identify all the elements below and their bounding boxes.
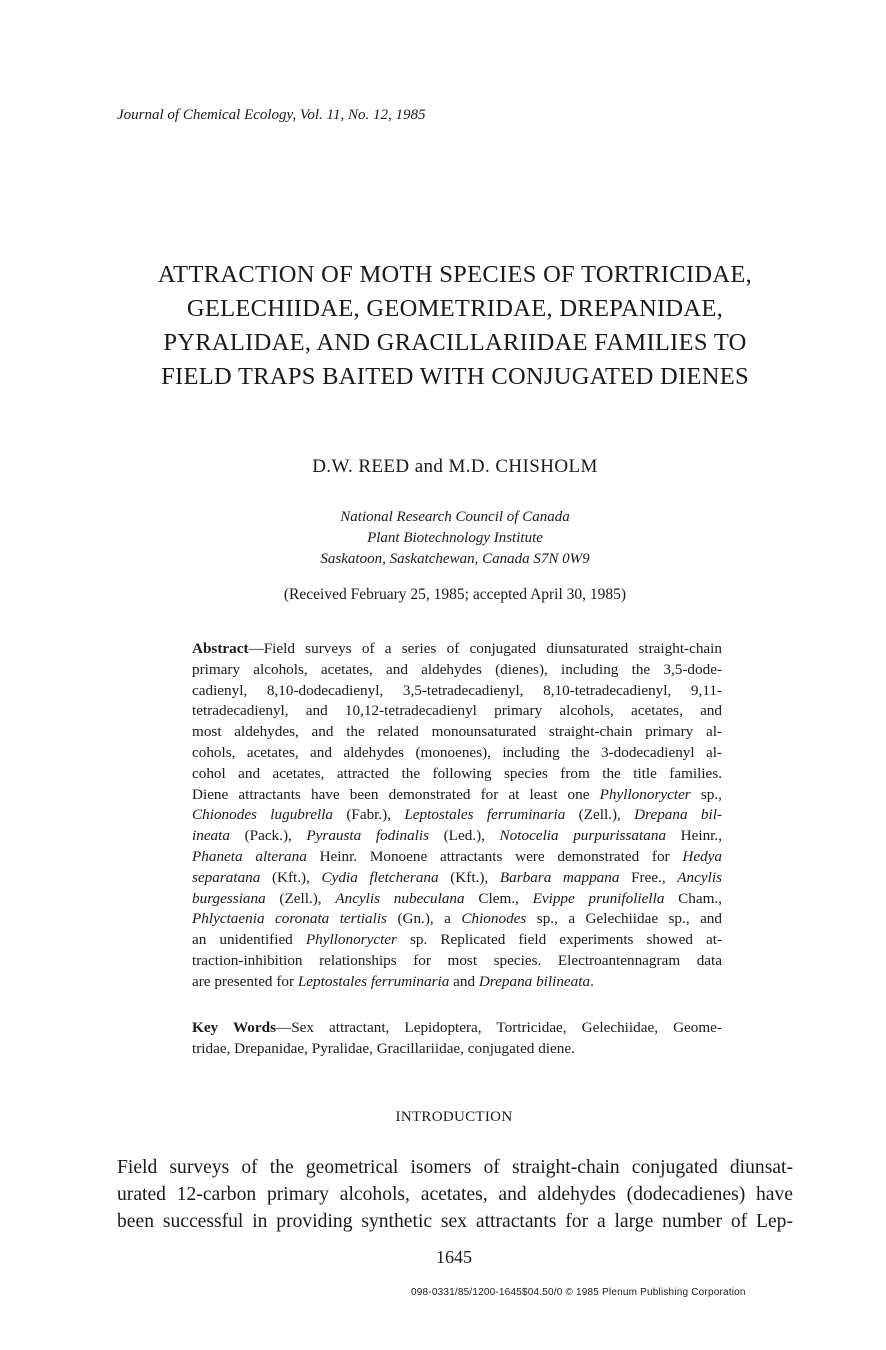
keywords-line (192, 1018, 722, 1039)
affiliation-line: Saskatoon, Saskatchewan, Canada S7N 0W9 (320, 551, 590, 567)
species-name: Phyllonorycter (305, 931, 397, 949)
abstract-text: cadienyl, 8,10-dodecadienyl, 3,5-tetradecadienyl, 8,10-tetradecadienyl, 9,11- (192, 681, 722, 699)
body-line: urated 12-carbon primary alcohols, acetates, and aldehydes (dodecadienes) have (117, 1184, 793, 1205)
species-name: Hedya (682, 847, 723, 865)
abstract-text: sp., (690, 785, 722, 803)
abstract-line (192, 722, 722, 743)
species-name: Phyllonorycter (599, 785, 691, 803)
abstract-line (192, 951, 722, 972)
species-name: Barbara mappana (499, 868, 620, 886)
received-dates: (Received February 25, 1985; accepted April 30, 1985) (283, 586, 627, 603)
species-name: Notocelia purpurissatana (499, 827, 667, 845)
species-name: Chionodes lugubrella (192, 806, 334, 824)
affiliation-line: Plant Biotechnology Institute (367, 530, 543, 546)
affiliation (0, 507, 886, 570)
section-heading-introduction: INTRODUCTION (395, 1109, 513, 1125)
abstract-line (192, 701, 722, 722)
title-line: ATTRACTION OF MOTH SPECIES OF TORTRICIDAE, (157, 261, 753, 288)
abstract-text: (Led.), (429, 827, 500, 845)
abstract-text: (Zell.), (265, 889, 336, 907)
species-name: burgessiana (192, 889, 266, 907)
species-name: Drepana bilineata (478, 972, 591, 990)
abstract-text: (Fabr.), (333, 806, 405, 824)
abstract-line (192, 889, 722, 910)
abstract-line (192, 639, 722, 660)
species-name: separatana (192, 868, 261, 886)
abstract-text: —Field surveys of a series of conjugated diunsaturated straight-chain (248, 640, 722, 657)
abstract-text: Heinr. Monoene attractants were demonstrated for (306, 847, 683, 865)
abstract-text: and (449, 972, 479, 990)
abstract-line (192, 743, 722, 764)
abstract-line (192, 681, 722, 702)
abstract-text: sp. Replicated field experiments showed at- (396, 931, 722, 949)
species-name: ineata (192, 827, 230, 845)
body-line: been successful in providing synthetic sex attractants for a large number of Lep- (117, 1211, 793, 1232)
title-line: GELECHIIDAE, GEOMETRIDAE, DREPANIDAE, (186, 295, 724, 322)
abstract-line (192, 868, 722, 889)
species-name: Drepana bil- (634, 806, 722, 824)
body-line: Field surveys of the geometrical isomers of straight-chain conjugated diunsat- (117, 1157, 793, 1178)
abstract-text: tetradecadienyl, and 10,12-tetradecadienyl primary alcohols, acetates, and (192, 702, 722, 720)
page-number: 1645 (436, 1247, 472, 1267)
abstract-text: Cham., (664, 889, 723, 907)
species-name: Ancylis nubeculana (335, 889, 465, 907)
abstract-text: most aldehydes, and the related monounsaturated straight-chain primary al- (192, 723, 722, 741)
abstract-text: Clem., (464, 889, 533, 907)
species-name: Cydia fletcherana (321, 868, 439, 886)
species-name: Leptostales ferruminaria (297, 972, 450, 990)
abstract (192, 639, 722, 993)
abstract-line (192, 660, 722, 681)
abstract-text: Free., (619, 868, 678, 886)
journal-citation: Journal of Chemical Ecology, Vol. 11, No. 12, 1985 (117, 107, 426, 123)
abstract-text: are presented for (192, 972, 298, 990)
abstract-text: sp., a Gelechiidae sp., and (526, 910, 722, 928)
abstract-line (192, 972, 722, 993)
author-list: D.W. REED and M.D. CHISHOLM (312, 456, 598, 477)
species-name: Leptostales ferruminaria (404, 806, 566, 824)
keywords-text: —Sex attractant, Lepidoptera, Tortricidae, Gelechiidae, Geome- (276, 1019, 722, 1036)
abstract-line (192, 930, 722, 951)
abstract-text: traction-inhibition relationships for most species. Electroantennagram data (192, 951, 722, 969)
title-line: FIELD TRAPS BAITED WITH CONJUGATED DIENES (161, 363, 749, 390)
keywords-label: Key Words (192, 1019, 276, 1036)
abstract-line (192, 847, 722, 868)
abstract-text: an unidentified (192, 931, 306, 949)
abstract-text: (Kft.), (438, 868, 500, 886)
keywords-line (192, 1039, 722, 1060)
keywords-text: tridae, Drepanidae, Pyralidae, Gracillariidae, conjugated diene. (192, 1039, 575, 1057)
copyright-line: 098-0331/85/1200-1645$04.50/0 © 1985 Plenum Publishing Corporation (411, 1287, 746, 1298)
species-name: Pyrausta fodinalis (306, 827, 430, 845)
species-name: Phlyctaenia coronata tertialis (192, 910, 387, 928)
abstract-text: (Pack.), (229, 827, 307, 845)
abstract-line (192, 826, 722, 847)
abstract-text: cohols, acetates, and aldehydes (monoenes), including the 3-dodecadienyl al- (192, 743, 722, 761)
abstract-text: Diene attractants have been demonstrated for at least one (192, 785, 600, 803)
abstract-line (192, 785, 722, 806)
abstract-text: . (590, 972, 594, 990)
abstract-text: primary alcohols, acetates, and aldehydes (dienes), including the 3,5-dode- (192, 660, 722, 678)
article-title (100, 258, 810, 394)
abstract-text: (Kft.), (260, 868, 322, 886)
body-text (117, 1154, 793, 1235)
abstract-text: (Zell.), (565, 806, 635, 824)
species-name: Chionodes (461, 910, 527, 928)
abstract-text: Heinr., (666, 827, 722, 845)
abstract-label: Abstract (192, 640, 249, 657)
species-name: Ancylis (677, 868, 722, 886)
abstract-line (192, 805, 722, 826)
abstract-text: cohol and acetates, attracted the following species from the title families. (192, 764, 722, 782)
abstract-line (192, 764, 722, 785)
species-name: Phaneta alterana (192, 847, 307, 865)
abstract-text: (Gn.), a (386, 910, 462, 928)
abstract-line (192, 909, 722, 930)
species-name: Evippe prunifoliella (532, 889, 665, 907)
title-line: PYRALIDAE, AND GRACILLARIIDAE FAMILIES TO (163, 329, 747, 356)
affiliation-line: National Research Council of Canada (340, 509, 570, 525)
key-words (192, 1018, 722, 1060)
